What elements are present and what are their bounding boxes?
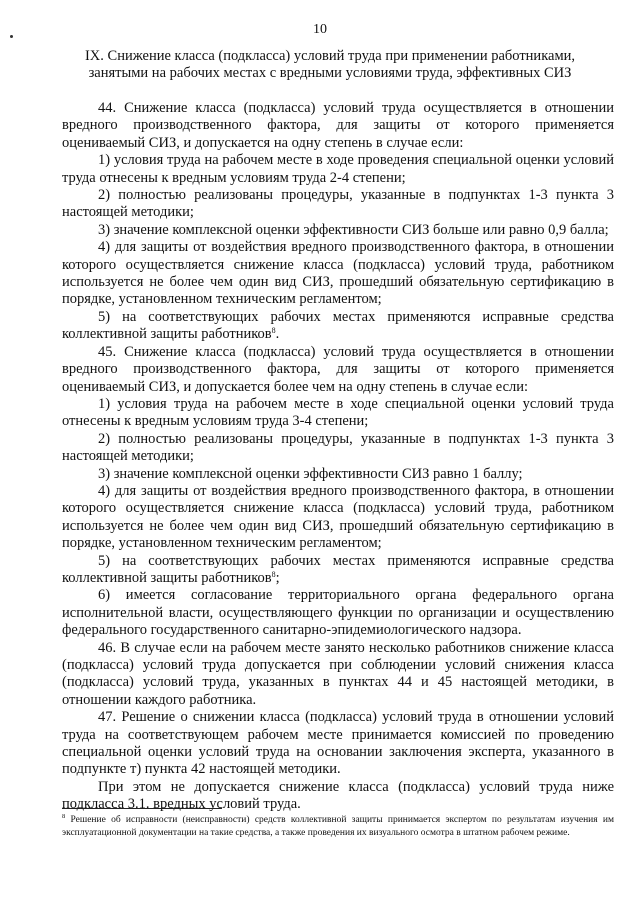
paragraph: 1) условия труда на рабочем месте в ходе проведения специальной оценки условий труда отнесены к вредным условиям труда 2-4 степени;: [62, 152, 614, 186]
paragraph: 45. Снижение класса (подкласса) условий труда осуществляется в отношении вредного производственного фактора, для защиты от которого применяется оцениваемый СИЗ, и допускается более чем на одну степень в случае если:: [62, 343, 614, 395]
paragraph: При этом не допускается снижение класса (подкласса) условий труда ниже подкласса 3.1. вредных условий труда.: [62, 778, 614, 813]
footnote-ref: 8: [271, 326, 276, 336]
paragraph: 46. В случае если на рабочем месте занято несколько работников снижение класса (подкласса) условий труда допускается при соблюдении условий снижения класса (подкласса) условий труда, указанных в пунктах 44 и 45 настоящей методики, в отношении каждого работника.: [62, 639, 614, 708]
paragraph: 5) на соответствующих рабочих местах применяются исправные средства коллективной защиты работников$^8$;: [62, 552, 614, 586]
paragraph: 2) полностью реализованы процедуры, указанные в подпунктах 1-3 пункта 3 настоящей методики;: [62, 187, 614, 221]
paragraph: 5) на соответствующих рабочих местах применяются исправные средства коллективной защиты работников$^8$.: [62, 308, 614, 343]
footnote-ref: 8: [271, 569, 276, 579]
paragraph: 6) имеется согласование территориального органа федерального органа исполнительной власти, осуществляющего функции по организации и осуществлению федерального государственного санитарно-эпидемиологического надзора.: [62, 587, 614, 639]
section-title: IX. Снижение класса (подкласса) условий труда при применении работниками, занятыми на рабочих местах с вредными условиями труда, эффективных СИЗ: [84, 48, 576, 81]
footnote-divider: [62, 808, 222, 809]
paragraph: 1) условия труда на рабочем месте в ходе специальной оценки условий труда отнесены к вредным условиям труда 3-4 степени;: [62, 395, 614, 430]
body-text: [62, 100, 614, 814]
paragraph: 4) для защиты от воздействия вредного производственного фактора, в отношении которого осуществляется снижение класса (подкласса) условий труда, работником используется не более чем один вид СИЗ, прошедший обязательную сертификацию в порядке, установленном техническим регламентом;: [62, 239, 614, 308]
paragraph: 3) значение комплексной оценки эффективности СИЗ равно 1 баллу;: [98, 465, 523, 482]
paragraph: 47. Решение о снижении класса (подкласса) условий труда в отношении условий труда на соответствующем рабочем месте принимается комиссией по проведению специальной оценки условий труда на основании заключения эксперта, указанного в подпункте т) пункта 42 настоящей методики.: [62, 709, 614, 778]
page-number: 10: [313, 22, 327, 37]
paragraph: 44. Снижение класса (подкласса) условий труда осуществляется в отношении вредного производственного фактора, для защиты от которого применяется оцениваемый СИЗ, и допускается на одну степень в случае если:: [62, 100, 614, 151]
footnote: [62, 814, 614, 840]
footnote-marker: 8: [62, 813, 66, 820]
paragraph: 3) значение комплексной оценки эффективности СИЗ больше или равно 0,9 балла;: [98, 221, 609, 238]
footnote-text: Решение об исправности (неисправности) средств коллективной защиты принимается экспертом по результатам изучения им эксплуатационной документации на такие средства, а также проведения их визуального осмотра в штатном рабочем режиме.: [62, 815, 614, 838]
paragraph: 4) для защиты от воздействия вредного производственного фактора, в отношении которого осуществляется снижение класса (подкласса) условий труда, работником используется не более чем один вид СИЗ, прошедший обязательную сертификацию в порядке, установленном техническим регламентом;: [62, 482, 614, 552]
paragraph: 2) полностью реализованы процедуры, указанные в подпунктах 1-3 пункта 3 настоящей методики;: [62, 430, 614, 465]
